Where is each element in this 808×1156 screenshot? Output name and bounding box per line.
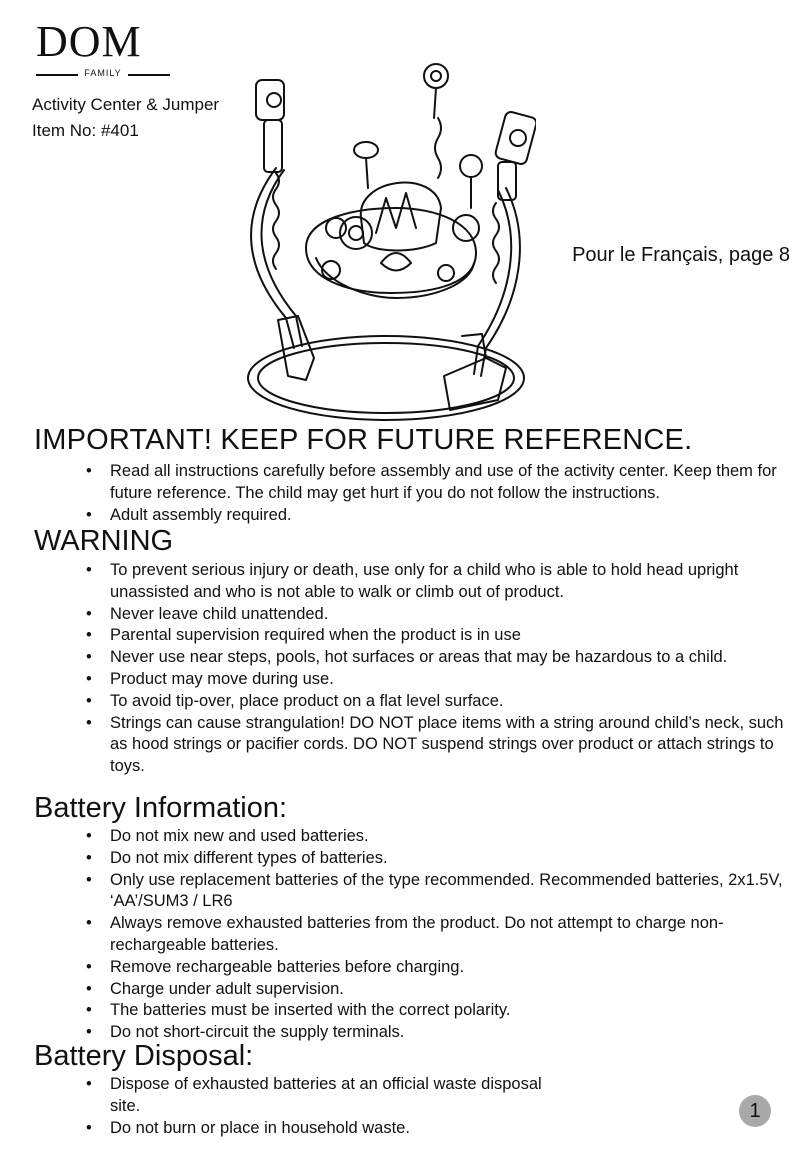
list-item: • Do not short-circuit the supply terminals. <box>86 1022 786 1044</box>
lollipop-toy <box>460 155 482 177</box>
right-pole-toy-dial <box>510 130 526 146</box>
bee-toy-stick <box>366 158 368 188</box>
left-pole <box>264 120 282 172</box>
left-foot <box>278 316 314 380</box>
item-number: Item No: #401 <box>32 121 139 140</box>
list-item: • Do not mix different types of batteries. <box>86 848 786 870</box>
list-item: • Never use near steps, pools, hot surfaces or areas that may be hazardous to a child. <box>86 647 786 669</box>
important-heading: IMPORTANT! KEEP FOR FUTURE REFERENCE. <box>34 424 693 456</box>
activity-center-illustration <box>236 58 536 430</box>
list-item: • Dispose of exhausted batteries at an official waste disposal site. <box>86 1074 576 1118</box>
list-item: • To avoid tip-over, place product on a flat level surface. <box>86 691 786 713</box>
important-list <box>86 461 786 526</box>
list-item: • Do not mix new and used batteries. <box>86 826 786 848</box>
tray-toy-wheel-hub <box>349 226 363 240</box>
seat-back <box>361 183 441 251</box>
logo-tagline: FAMILY <box>84 68 122 78</box>
list-item: • Charge under adult supervision. <box>86 979 786 1001</box>
list-item: • The batteries must be inserted with the correct polarity. <box>86 1000 786 1022</box>
product-name: Activity Center & Jumper <box>32 95 220 114</box>
list-item: • Never leave child unattended. <box>86 604 786 626</box>
list-item: • Always remove exhausted batteries from the product. Do not attempt to charge non-rechargeable batteries. <box>86 913 786 957</box>
list-item: • To prevent serious injury or death, use only for a child who is able to hold head upright unassisted and who is not able to walk or climb out of product. <box>86 560 786 604</box>
battery-disposal-list <box>86 1074 576 1139</box>
left-pole-toy <box>256 80 284 120</box>
flower-toy-strap <box>434 88 441 178</box>
list-item: • Remove rechargeable batteries before charging. <box>86 957 786 979</box>
flower-toy <box>424 64 448 88</box>
list-item: • Strings can cause strangulation! DO NOT place items with a string around child’s neck, such as hood strings or pacifier cords. DO NOT suspend strings over product or attach strings to toys. <box>86 713 786 778</box>
page-number-badge: 1 <box>739 1095 771 1127</box>
warning-list <box>86 560 786 778</box>
logo-rule-right <box>128 74 170 76</box>
bee-toy <box>354 142 378 158</box>
list-item: • Product may move during use. <box>86 669 786 691</box>
battery-disposal-heading: Battery Disposal: <box>34 1040 254 1072</box>
flower-toy-center <box>431 71 441 81</box>
seat-fabric-pattern <box>376 193 416 233</box>
right-spring <box>493 203 499 283</box>
tray-toy-right <box>453 215 479 241</box>
tray-button-right <box>438 265 454 281</box>
french-page-note: Pour le Français, page 8 <box>572 244 790 266</box>
list-item: • Read all instructions carefully before assembly and use of the activity center. Keep them for future reference. The child may get hurt if you do not follow the instructions. <box>86 461 786 505</box>
tray-toy-turtle <box>381 253 411 271</box>
list-item: • Parental supervision required when the product is in use <box>86 625 786 647</box>
tray-toy-bird <box>326 218 346 238</box>
brand-logo <box>36 17 170 82</box>
left-pole-toy-dial <box>267 93 281 107</box>
battery-info-heading: Battery Information: <box>34 792 288 824</box>
warning-heading: WARNING <box>34 525 174 557</box>
right-pole-toy <box>494 111 536 166</box>
list-item: • Only use replacement batteries of the type recommended. Recommended batteries, 2x1.5V, ‘AA’/SUM3 / LR6 <box>86 870 786 914</box>
list-item: • Adult assembly required. <box>86 505 786 527</box>
product-info <box>32 92 219 144</box>
right-support-arc <box>481 188 520 376</box>
battery-info-list <box>86 826 786 1044</box>
logo-wordmark: DOM <box>36 17 142 66</box>
base-ring <box>248 336 524 420</box>
list-item: • Do not burn or place in household waste. <box>86 1118 576 1140</box>
